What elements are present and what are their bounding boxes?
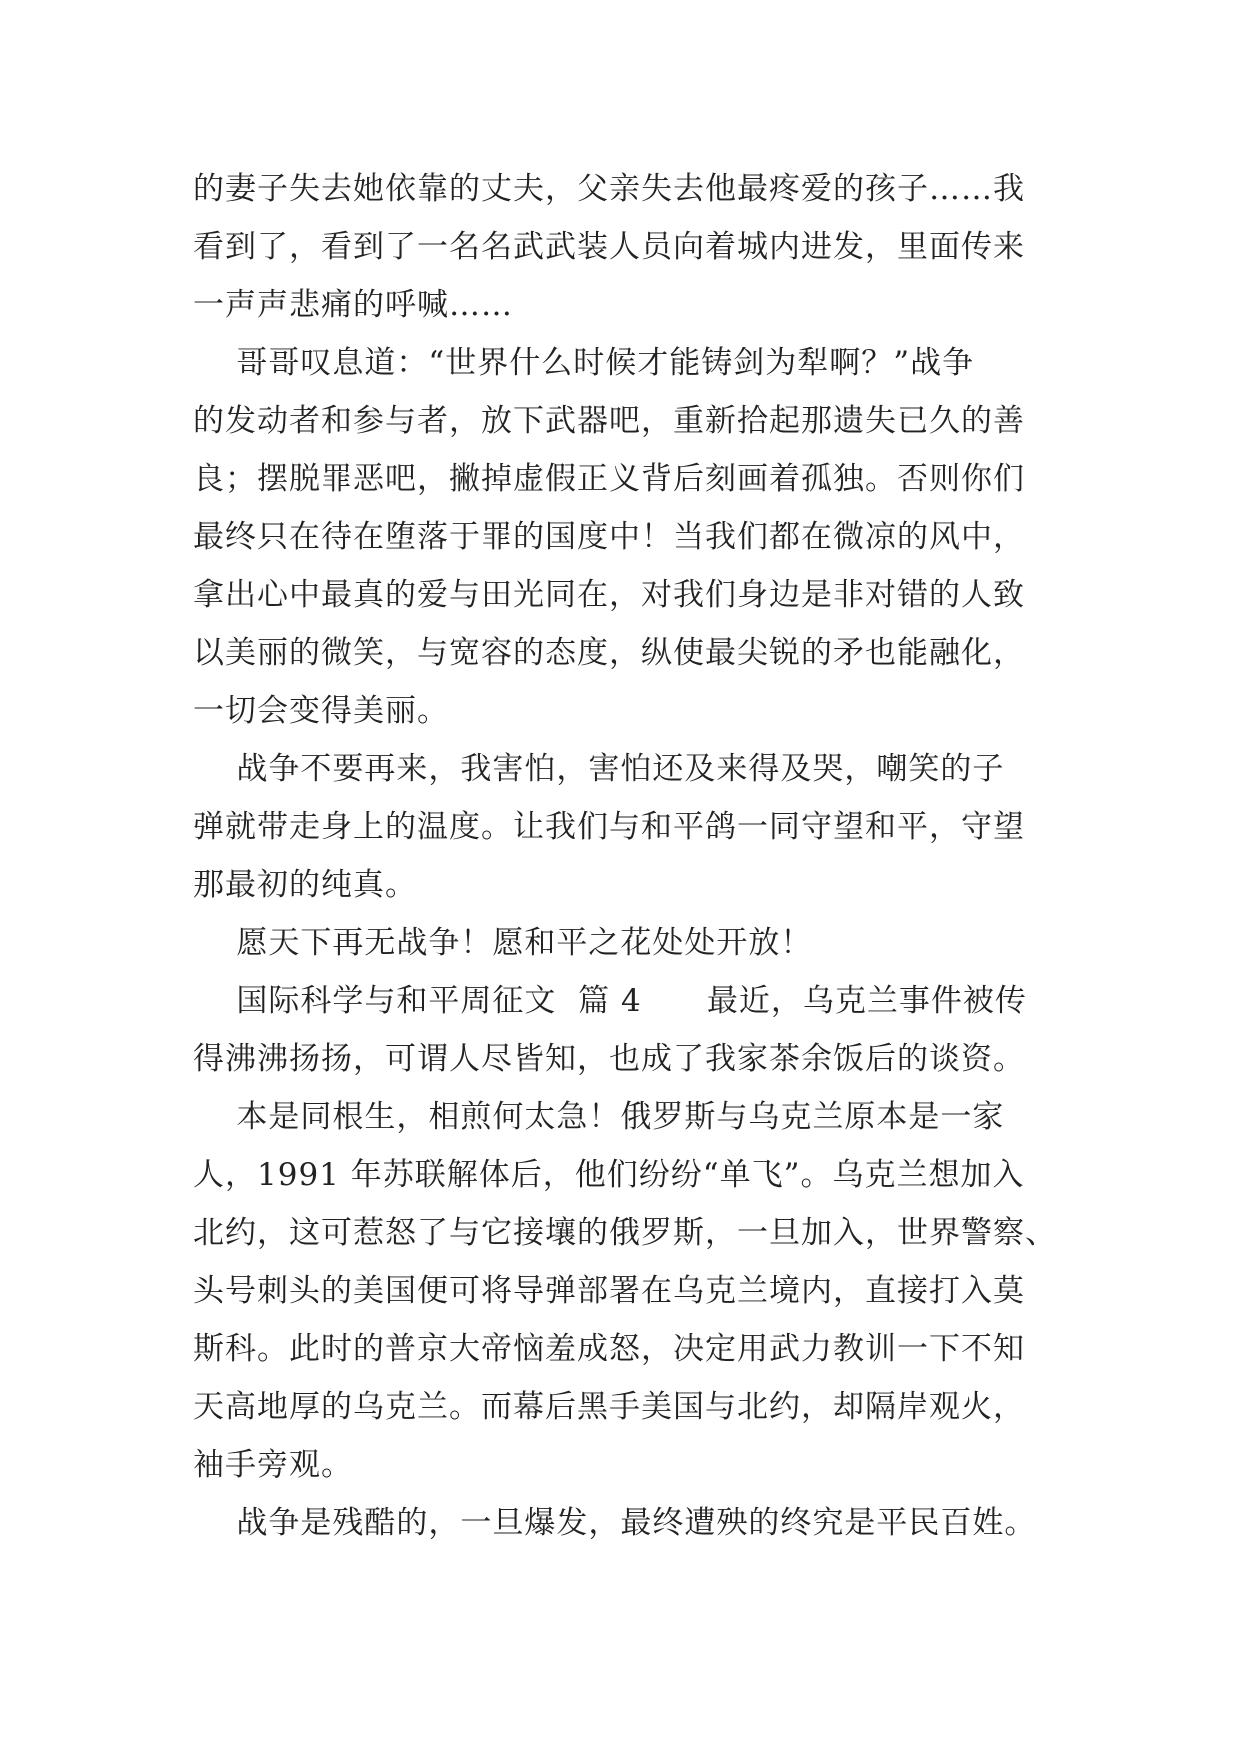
text-line: 的发动者和参与者，放下武器吧，重新拾起那遗失已久的善 (193, 403, 1025, 439)
text-line: 战争不要再来，我害怕，害怕还及来得及哭，嘲笑的子 (193, 751, 1005, 787)
text-line: 本是同根生，相煎何太急！俄罗斯与乌克兰原本是一家 (193, 1099, 1005, 1135)
text-line: 头号刺头的美国便可将导弹部署在乌克兰境内，直接打入莫 (193, 1273, 1025, 1309)
text-line: 最终只在待在堕落于罪的国度中！当我们都在微凉的风中， (193, 519, 1025, 555)
text-line: 战争是残酷的，一旦爆发，最终遭殃的终究是平民百姓。 (193, 1505, 1037, 1541)
text-line: 的妻子失去她依靠的丈夫，父亲失去他最疼爱的孩子……我 (193, 171, 1025, 207)
body-text (193, 160, 1073, 1552)
text-line: 拿出心中最真的爱与田光同在，对我们身边是非对错的人致 (193, 577, 1025, 613)
text-line: 以美丽的微笑，与宽容的态度，纵使最尖锐的矛也能融化， (193, 635, 1025, 671)
text-line: 人，1991 年苏联解体后，他们纷纷“单飞”。乌克兰想加入 (193, 1157, 1025, 1193)
text-line: 袖手旁观。 (193, 1447, 353, 1483)
text-line: 国际科学与和平周征文 篇 4 最近，乌克兰事件被传 (193, 983, 1027, 1019)
text-line: 一切会变得美丽。 (193, 693, 449, 729)
text-line: 哥哥叹息道：“世界什么时候才能铸剑为犁啊？”战争 (193, 345, 975, 381)
text-line: 北约，这可惹怒了与它接壤的俄罗斯，一旦加入，世界警察、 (193, 1215, 1057, 1251)
text-line: 那最初的纯真。 (193, 867, 417, 903)
text-line: 弹就带走身上的温度。让我们与和平鸽一同守望和平，守望 (193, 809, 1025, 845)
text-line: 得沸沸扬扬，可谓人尽皆知，也成了我家茶余饭后的谈资。 (193, 1041, 1025, 1077)
text-line: 斯科。此时的普京大帝恼羞成怒，决定用武力教训一下不知 (193, 1331, 1025, 1367)
text-line: 愿天下再无战争！愿和平之花处处开放！ (193, 925, 813, 961)
text-line: 良；摆脱罪恶吧，撇掉虚假正义背后刻画着孤独。否则你们 (193, 461, 1025, 497)
text-line: 天高地厚的乌克兰。而幕后黑手美国与北约，却隔岸观火， (193, 1389, 1025, 1425)
text-line: 看到了，看到了一名名武武装人员向着城内进发，里面传来 (193, 229, 1025, 265)
text-line: 一声声悲痛的呼喊…… (193, 287, 513, 323)
